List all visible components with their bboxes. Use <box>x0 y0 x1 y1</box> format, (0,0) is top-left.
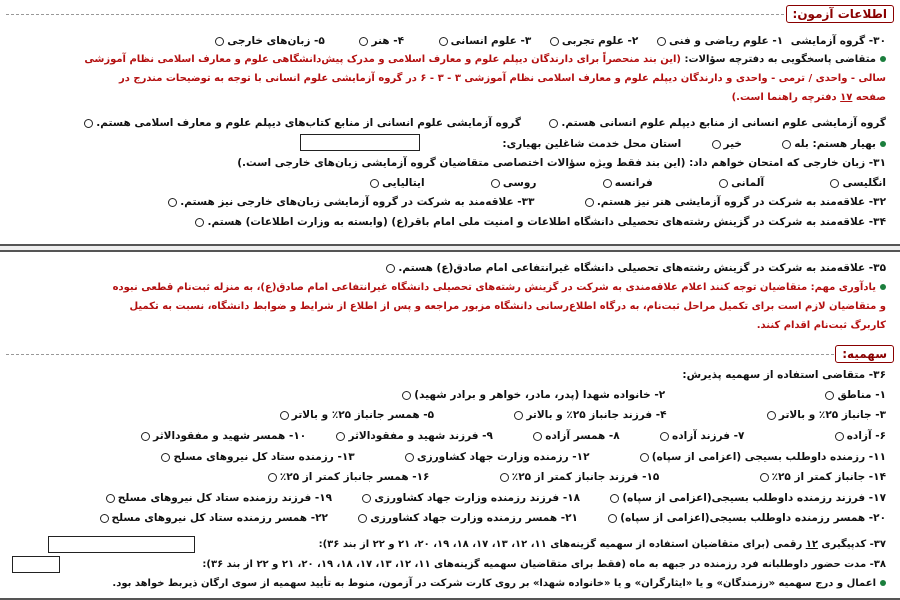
q35-label: ۳۵- علاقه‌مند به شرکت در گزینش رشته‌های تحصیلی دانشگاه غیرانتفاعی امام صادق(ع) هستم. <box>398 262 886 274</box>
bullet-icon <box>880 284 886 290</box>
quota-item-12: ۱۲- رزمنده وزارت جهاد کشاورزی <box>416 451 590 463</box>
quota-item-18: ۱۸- فرزند رزمنده وزارت جهاد کشاورزی <box>374 492 581 504</box>
quota-item-19: ۱۹- فرزند رزمنده ستاد کل نیروهای مسلح <box>117 492 333 504</box>
bullet-icon <box>880 56 886 62</box>
lang-french: فرانسه <box>614 177 653 189</box>
q30-option-2: ۲- علوم تجربی <box>561 35 639 47</box>
note1-line2: سالی - واحدی / ترمی - واحدی و دارندگان دیپلم علوم و معارف اسلامی نظام آموزشی ۳ - ۳ - ۶ در گروه آزمایشی علوم انسانی با توجه به توضیحات مندرج در <box>119 73 886 84</box>
quota-radio-5[interactable] <box>280 411 289 420</box>
q30-option-3: ۳- علوم انسانی <box>450 35 532 47</box>
quota-row-4 <box>10 451 886 463</box>
quota-radio-11[interactable] <box>640 453 649 462</box>
choice-b-radio[interactable] <box>84 119 93 128</box>
quota-radio-19[interactable] <box>106 494 115 503</box>
quota-item-1: ۱- مناطق <box>837 389 886 401</box>
q36-label: ۳۶- متقاضی استفاده از سهمیه پذیرش: <box>682 369 886 381</box>
quota-radio-22[interactable] <box>100 514 109 523</box>
quota-radio-8[interactable] <box>533 432 542 441</box>
q31-label: ۳۱- زبان خارجی که امتحان خواهم داد: (این بند فقط ویژه سؤالات اختصاصی متقاضیان گروه آزمایشی زبان‌های خارجی است.) <box>237 157 886 169</box>
quota-radio-4[interactable] <box>514 411 523 420</box>
quota-item-3: ۳- جانباز ۲۵٪ و بالاتر <box>778 409 886 421</box>
quota-row-5 <box>10 471 886 483</box>
quota-header: سهمیه: <box>835 345 894 363</box>
choice-a-radio[interactable] <box>549 119 558 128</box>
q32-radio[interactable] <box>585 198 594 207</box>
quota-radio-2[interactable] <box>402 391 411 400</box>
exam-info-section <box>0 0 900 246</box>
tracking-code-input[interactable] <box>48 536 195 553</box>
quota-note: اعمال و درج سهمیه «رزمندگان» و یا «ایثارگران» و یا «خانواده شهدا» بر روی کارت شرکت در آزمون، منوط به تأیید سهمیه از سوی ارگان ذیربط خواهد بود. <box>10 578 886 589</box>
quota-row-1 <box>10 389 886 401</box>
lang-italian: ایتالیایی <box>382 177 425 189</box>
quota-item-4: ۴- فرزند جانباز ۲۵٪ و بالاتر <box>526 409 667 421</box>
quota-radio-1[interactable] <box>825 391 834 400</box>
note1-line1: متقاضی پاسخگویی به دفترچه سؤالات: (این بند منحصراً برای دارندگان دیپلم علوم و معارف اسلامی و مدرک پیش‌دانشگاهی علوم و معارف اسلامی نظام آموزشی <box>10 54 886 65</box>
bahar-row <box>10 138 886 150</box>
quota-radio-15[interactable] <box>500 473 509 482</box>
q30-option-1: ۱- علوم ریاضی و فنی <box>668 35 784 47</box>
q34-label: ۳۴- علاقه‌مند به شرکت در گزینش رشته‌های تحصیلی دانشگاه اطلاعات و امنیت ملی امام باقر(ع) (وابسته به وزارت اطلاعات) هستم. <box>207 216 886 228</box>
quota-row-3 <box>10 430 886 442</box>
note1-line3: صفحه ۱۷ دفترچه راهنما است.) <box>731 92 886 103</box>
exam-info-header: اطلاعات آزمون: <box>786 5 894 23</box>
bahar-no-label: خیر <box>723 138 742 150</box>
quota-radio-14[interactable] <box>760 473 769 482</box>
quota-item-22: ۲۲- همسر رزمنده ستاد کل نیروهای مسلح <box>111 512 328 524</box>
bahar-yes-label: بهیار هستم: بله <box>794 138 876 150</box>
q31-options <box>10 177 886 189</box>
q30-label: ۳۰- گروه آزمایشی <box>790 35 886 47</box>
bullet-icon <box>880 580 886 586</box>
quota-item-6: ۶- آزاده <box>846 430 886 442</box>
quota-item-2: ۲- خانواده شهدا (پدر، مادر، خواهر و برادر شهید) <box>414 389 666 401</box>
q35-reminder-2: و متقاضیان لازم است برای تکمیل مراحل ثبت‌نام، به درگاه اطلاع‌رسانی دانشگاه مزبور مراجعه و پس از اطلاع از شرایط و ضوابط دانشگاه، نسبت به تکمیل <box>129 301 886 312</box>
quota-item-14: ۱۴- جانباز کمتر از ۲۵٪ <box>771 471 886 483</box>
choice-b-label: گروه آزمایشی علوم انسانی از منابع کتاب‌های دیپلم علوم و معارف اسلامی هستم. <box>96 117 522 129</box>
quota-radio-17[interactable] <box>610 494 619 503</box>
quota-radio-6[interactable] <box>835 432 844 441</box>
bahar-yes-radio[interactable] <box>782 140 791 149</box>
quota-radio-9[interactable] <box>336 432 345 441</box>
months-input[interactable] <box>12 556 60 573</box>
quota-radio-13[interactable] <box>161 453 170 462</box>
q34-radio[interactable] <box>195 218 204 227</box>
quota-radio-3[interactable] <box>767 411 776 420</box>
quota-item-13: ۱۳- رزمنده ستاد کل نیروهای مسلح <box>173 451 355 463</box>
q30-radio-4[interactable] <box>359 37 368 46</box>
bahar-province-label: استان محل خدمت شاغلین بهیاری: <box>502 138 682 150</box>
quota-item-11: ۱۱- رزمنده داوطلب بسیجی (اعزامی از سپاه) <box>651 451 886 463</box>
q30-radio-3[interactable] <box>439 37 448 46</box>
lang-german: آلمانی <box>731 177 765 189</box>
quota-section <box>0 250 900 600</box>
quota-radio-10[interactable] <box>141 432 150 441</box>
q38-label: ۳۸- مدت حضور داوطلبانه فرد رزمنده در جبهه به ماه (فقط برای متقاضیان سهمیه گزینه‌های ۱۱، ۱۲، ۱۳، ۱۷، ۱۸، ۱۹، ۲۰، ۲۱ و ۲۲ از بند ۳۶): <box>202 559 886 570</box>
q30-option-4: ۴- هنر <box>371 35 404 47</box>
q30-option-5: ۵- زبان‌های خارجی <box>227 35 325 47</box>
quota-row-6 <box>10 492 886 504</box>
quota-row-2 <box>10 409 886 421</box>
q30-radio-1[interactable] <box>657 37 666 46</box>
q35-row <box>10 262 886 274</box>
q30-radio-5[interactable] <box>215 37 224 46</box>
quota-radio-16[interactable] <box>268 473 277 482</box>
quota-item-9: ۹- فرزند شهید و مفقودالاثر <box>348 430 493 442</box>
lang-german-radio[interactable] <box>719 179 728 188</box>
bullet-icon <box>880 141 886 147</box>
quota-radio-12[interactable] <box>405 453 414 462</box>
q33-label: ۳۳- علاقه‌مند به شرکت در گروه آزمایشی زبان‌های خارجی نیز هستم. <box>180 196 535 208</box>
quota-radio-21[interactable] <box>358 514 367 523</box>
q30-row <box>10 35 886 47</box>
q32-label: ۳۲- علاقه‌مند به شرکت در گروه آزمایشی هنر نیز هستم. <box>596 196 886 208</box>
quota-item-16: ۱۶- همسر جانباز کمتر از ۲۵٪ <box>279 471 430 483</box>
q35-reminder-3: کاربرگ ثبت‌نام اقدام کنند. <box>756 320 886 331</box>
q30-radio-2[interactable] <box>550 37 559 46</box>
quota-radio-20[interactable] <box>608 514 617 523</box>
quota-item-5: ۵- همسر جانباز ۲۵٪ و بالاتر <box>291 409 435 421</box>
choice-a-label: گروه آزمایشی علوم انسانی از منابع دیپلم علوم انسانی هستم. <box>561 117 886 129</box>
quota-item-21: ۲۱- همسر رزمنده وزارت جهاد کشاورزی <box>370 512 578 524</box>
lang-english-radio[interactable] <box>830 179 839 188</box>
q37-row: ۳۷- کدپیگیری ۱۲ رقمی (برای متقاضیان استفاده از سهمیه گزینه‌های ۱۱، ۱۲، ۱۳، ۱۷، ۱۸، ۱۹، ۲۰، ۲۱ و ۲۲ از بند ۳۶): <box>318 539 886 550</box>
lang-russian-radio[interactable] <box>491 179 500 188</box>
quota-item-17: ۱۷- فرزند رزمنده داوطلب بسیجی(اعزامی از سپاه) <box>622 492 886 504</box>
quota-item-7: ۷- فرزند آزاده <box>672 430 745 442</box>
q32-q33-row <box>10 196 886 208</box>
province-input[interactable] <box>300 134 420 151</box>
lang-french-radio[interactable] <box>603 179 612 188</box>
lang-english: انگلیسی <box>842 177 886 189</box>
quota-radio-7[interactable] <box>660 432 669 441</box>
quota-item-15: ۱۵- فرزند جانباز کمتر از ۲۵٪ <box>511 471 660 483</box>
bahar-no-radio[interactable] <box>712 140 721 149</box>
page-number: ۱۷ <box>840 92 853 103</box>
q34-row <box>10 216 886 228</box>
lang-russian: روسی <box>502 177 537 189</box>
q35-reminder-1: یادآوری مهم: متقاضیان توجه کنند اعلام علاقه‌مندی به شرکت در گزینش رشته‌های تحصیلی دانشگاه غیرانتفاعی امام صادق(ع)، به منزله ثبت‌نام قطعی نبوده <box>10 282 886 293</box>
quota-item-10: ۱۰- همسر شهید و مفقودالاثر <box>153 430 307 442</box>
q35-radio[interactable] <box>386 264 395 273</box>
quota-radio-18[interactable] <box>362 494 371 503</box>
q37-digits: ۱۲ <box>805 539 818 550</box>
quota-header-rule <box>6 354 894 355</box>
header-rule <box>6 14 894 15</box>
quota-row-7 <box>10 512 886 524</box>
q33-radio[interactable] <box>168 198 177 207</box>
booklet-choice-row <box>10 117 886 129</box>
quota-item-8: ۸- همسر آزاده <box>545 430 620 442</box>
quota-item-20: ۲۰- همسر رزمنده داوطلب بسیجی(اعزامی از سپاه) <box>620 512 886 524</box>
lang-italian-radio[interactable] <box>370 179 379 188</box>
